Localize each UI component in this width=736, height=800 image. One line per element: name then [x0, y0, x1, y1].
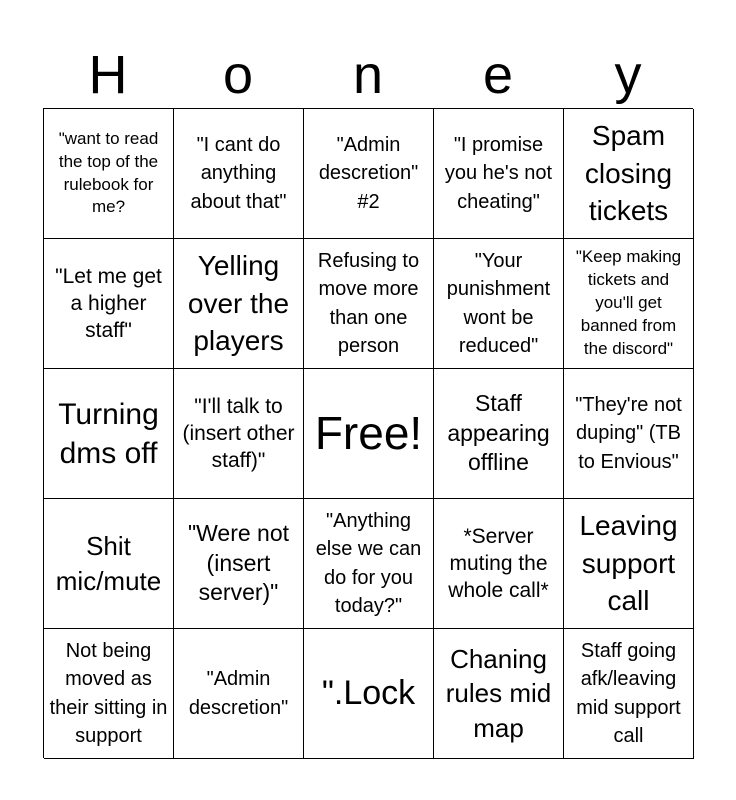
- bingo-cell[interactable]: [174, 629, 304, 759]
- bingo-cell[interactable]: [304, 109, 434, 239]
- bingo-cell[interactable]: [434, 109, 564, 239]
- cell-text: "Let me get a higher staff": [55, 264, 162, 343]
- cell-text: Leaving support call: [579, 509, 678, 617]
- cell-text: "I promise you he's not cheating": [444, 133, 553, 213]
- bingo-cell[interactable]: [174, 369, 304, 499]
- title-letter-o: o: [222, 45, 254, 105]
- bingo-cell[interactable]: [44, 499, 174, 629]
- title-letter-n: n: [352, 45, 384, 105]
- bingo-cell[interactable]: [434, 369, 564, 499]
- cell-text: "I cant do anything about that": [190, 133, 287, 213]
- cell-text: "I'll talk to (insert other staff)": [182, 394, 295, 473]
- bingo-cell[interactable]: [304, 499, 434, 629]
- bingo-cell[interactable]: [434, 629, 564, 759]
- cell-text: Staff going afk/leaving mid support call: [576, 639, 681, 747]
- title-letter-e: e: [482, 45, 514, 105]
- cell-text: "Keep making tickets and you'll get banned from the discord": [575, 247, 682, 358]
- bingo-cell[interactable]: [304, 239, 434, 369]
- cell-text: "They're not duping" (TB to Envious": [575, 393, 682, 473]
- cell-text: Chaning rules mid map: [445, 644, 552, 743]
- cell-text: ".Lock: [321, 674, 416, 713]
- bingo-cell[interactable]: [174, 239, 304, 369]
- bingo-cell[interactable]: [564, 239, 694, 369]
- cell-text: Not being moved as their sitting in support: [49, 639, 168, 747]
- cell-text: "Were not (insert server)": [187, 519, 290, 606]
- bingo-cell[interactable]: [564, 109, 694, 239]
- bingo-cell[interactable]: [44, 109, 174, 239]
- bingo-title: [43, 42, 693, 108]
- bingo-board: [43, 108, 693, 758]
- cell-text: Free!: [314, 407, 423, 460]
- cell-text: Refusing to move more than one person: [317, 249, 420, 357]
- bingo-cell[interactable]: [44, 629, 174, 759]
- cell-text: "Admin descretion": [188, 668, 289, 719]
- title-letter-y: y: [614, 45, 642, 105]
- bingo-cell-free[interactable]: [304, 369, 434, 499]
- bingo-cell[interactable]: [564, 499, 694, 629]
- cell-text: Staff appearing offline: [447, 389, 550, 476]
- bingo-cell[interactable]: [434, 239, 564, 369]
- bingo-cell[interactable]: [174, 109, 304, 239]
- bingo-cell[interactable]: [564, 369, 694, 499]
- bingo-cell[interactable]: [44, 369, 174, 499]
- cell-text: "Admin descretion" #2: [318, 133, 419, 213]
- cell-text: Spam closing tickets: [584, 119, 673, 227]
- bingo-cell[interactable]: [44, 239, 174, 369]
- cell-text: Shit mic/mute: [55, 531, 162, 596]
- title-letter-h: H: [88, 45, 128, 105]
- cell-text: Yelling over the players: [187, 249, 290, 357]
- bingo-cell[interactable]: [564, 629, 694, 759]
- cell-text: "Anything else we can do for you today?": [315, 509, 422, 617]
- cell-text: "want to read the top of the rulebook for me?: [58, 128, 159, 217]
- bingo-cell[interactable]: [434, 499, 564, 629]
- cell-text: *Server muting the whole call*: [448, 524, 549, 603]
- cell-text: Turning dms off: [58, 397, 159, 470]
- bingo-cell[interactable]: [304, 629, 434, 759]
- cell-text: "Your punishment wont be reduced": [446, 249, 551, 357]
- bingo-cell[interactable]: [174, 499, 304, 629]
